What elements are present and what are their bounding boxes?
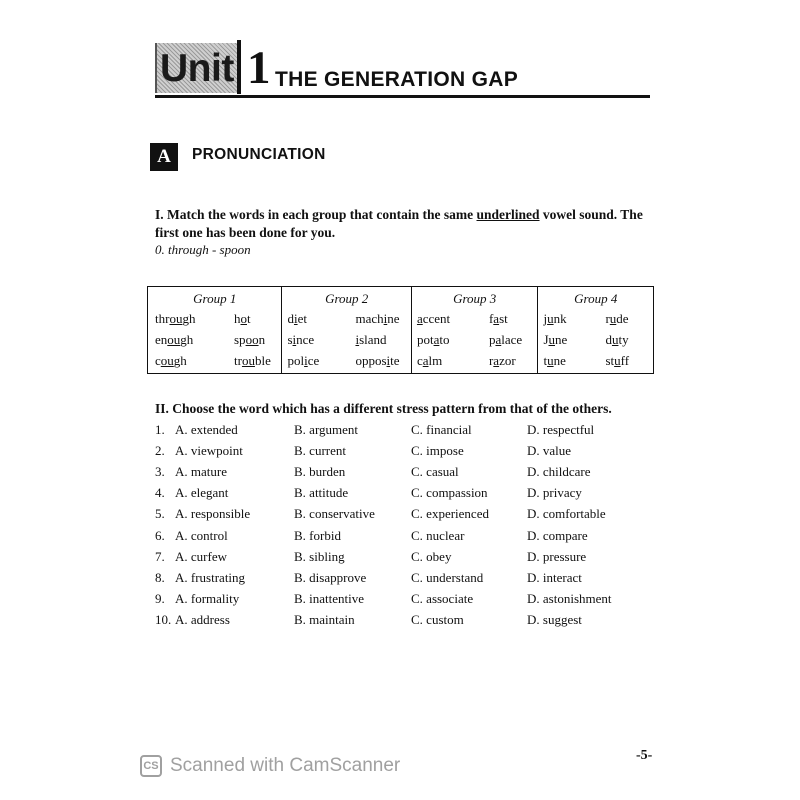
option-a: A. responsible bbox=[175, 506, 251, 522]
option-d: D. childcare bbox=[527, 464, 591, 480]
group-title: Group 4 bbox=[574, 291, 618, 306]
word-part: p bbox=[488, 332, 496, 347]
underlined-letters: u bbox=[548, 332, 556, 347]
group-word bbox=[543, 332, 567, 348]
word-part: gh bbox=[180, 332, 194, 347]
word-part: nce bbox=[296, 332, 315, 347]
group-word bbox=[234, 311, 251, 327]
word-part: t bbox=[247, 311, 251, 326]
group-word bbox=[287, 311, 307, 327]
instruction-underlined: underlined bbox=[476, 207, 540, 222]
word-part: J bbox=[543, 332, 549, 347]
option-c: C. impose bbox=[411, 443, 464, 459]
group-word bbox=[605, 332, 628, 348]
underlined-letters: a bbox=[433, 332, 440, 347]
underlined-letters: u bbox=[547, 353, 554, 368]
word-part: ble bbox=[254, 353, 271, 368]
unit-word: Unit bbox=[160, 47, 234, 90]
word-part: c bbox=[416, 353, 423, 368]
exercise1-instruction bbox=[155, 206, 655, 242]
underlined-letters: oo bbox=[245, 332, 259, 347]
group-word bbox=[287, 332, 314, 348]
option-c: C. experienced bbox=[411, 506, 489, 522]
word-part: pot bbox=[416, 332, 434, 347]
watermark-text: Scanned with CamScanner bbox=[170, 755, 401, 776]
option-b: B. maintain bbox=[294, 611, 355, 627]
group-column bbox=[281, 287, 410, 373]
group-column bbox=[148, 287, 281, 373]
option-b: B. inattentive bbox=[294, 590, 365, 606]
section-title: PRONUNCIATION bbox=[192, 146, 326, 163]
exercise2-instruction: II. Choose the word which has a different stress pattern from that of the others. bbox=[155, 401, 612, 416]
question-number: 8. bbox=[155, 569, 165, 585]
option-b: B. burden bbox=[294, 464, 346, 480]
option-b: B. disapprove bbox=[294, 569, 367, 585]
option-b: B. sibling bbox=[294, 548, 345, 564]
word-part: t bbox=[543, 353, 548, 368]
option-a: A. mature bbox=[175, 464, 227, 480]
group-word bbox=[234, 353, 271, 369]
word-part: s bbox=[287, 332, 293, 347]
word-part: r bbox=[605, 311, 610, 326]
option-c: C. casual bbox=[411, 464, 459, 480]
word-part: oppos bbox=[355, 353, 387, 368]
group-word bbox=[155, 311, 195, 327]
underlined-letters: i bbox=[355, 332, 360, 347]
group-word bbox=[605, 311, 628, 327]
unit-number: 1 bbox=[247, 42, 271, 94]
word-part: gh bbox=[182, 311, 196, 326]
word-part: tr bbox=[234, 353, 242, 368]
section-letter-badge: A bbox=[150, 143, 178, 171]
word-part: ne bbox=[555, 332, 568, 347]
word-part: ccent bbox=[422, 311, 451, 326]
group-title: Group 3 bbox=[453, 291, 497, 306]
word-part: te bbox=[390, 353, 400, 368]
option-d: D. astonishment bbox=[527, 590, 612, 606]
word-part: de bbox=[616, 311, 629, 326]
unit-rule bbox=[155, 95, 650, 98]
word-part: h bbox=[234, 311, 241, 326]
option-b: B. argument bbox=[294, 422, 359, 437]
page-number: -5- bbox=[636, 748, 653, 763]
option-c: C. understand bbox=[411, 569, 484, 585]
word-part: zor bbox=[499, 353, 516, 368]
group-word bbox=[155, 332, 193, 348]
group-word bbox=[287, 353, 319, 369]
word-part: mach bbox=[355, 311, 384, 326]
underlined-letters: u bbox=[611, 332, 619, 347]
group-word bbox=[489, 332, 522, 348]
option-a: A. extended bbox=[175, 422, 238, 437]
underlined-letters: i bbox=[383, 311, 388, 326]
exercise1-example: 0. through - spoon bbox=[155, 242, 251, 257]
option-c: C. custom bbox=[411, 611, 464, 627]
option-b: B. forbid bbox=[294, 527, 341, 543]
unit-header bbox=[155, 40, 650, 102]
option-b: B. attitude bbox=[294, 485, 349, 501]
question-number: 4. bbox=[155, 485, 165, 501]
word-part: sland bbox=[359, 332, 387, 347]
word-part: nk bbox=[553, 311, 567, 326]
unit-divider bbox=[237, 40, 241, 94]
word-part: ne bbox=[553, 353, 566, 368]
question-number: 5. bbox=[155, 506, 165, 522]
option-c: C. compassion bbox=[411, 485, 488, 501]
option-d: D. compare bbox=[527, 527, 588, 543]
underlined-letters: i bbox=[293, 311, 298, 326]
word-part: ne bbox=[387, 311, 400, 326]
group-word bbox=[417, 353, 442, 369]
option-c: C. financial bbox=[411, 422, 472, 437]
option-d: D. respectful bbox=[527, 422, 595, 437]
group-word bbox=[489, 311, 508, 327]
option-a: A. frustrating bbox=[175, 569, 246, 585]
question-number: 2. bbox=[155, 443, 165, 459]
option-d: D. comfortable bbox=[527, 506, 606, 522]
underlined-letters: u bbox=[609, 311, 617, 326]
option-a: A. formality bbox=[175, 590, 240, 606]
word-part: ty bbox=[618, 332, 629, 347]
group-word bbox=[355, 353, 399, 369]
option-a: A. curfew bbox=[175, 548, 227, 564]
underlined-letters: a bbox=[416, 311, 423, 326]
word-part: sp bbox=[234, 332, 246, 347]
underlined-letters: i bbox=[292, 332, 297, 347]
option-d: D. suggest bbox=[527, 611, 582, 627]
underlined-letters: ou bbox=[169, 311, 183, 326]
underlined-letters: a bbox=[493, 353, 500, 368]
question-number: 3. bbox=[155, 464, 165, 480]
word-part: j bbox=[543, 311, 548, 326]
group-word bbox=[155, 353, 187, 369]
option-d: D. value bbox=[527, 443, 572, 459]
group-word bbox=[543, 353, 565, 369]
word-part: st bbox=[605, 353, 615, 368]
underlined-letters: u bbox=[614, 353, 621, 368]
option-d: D. interact bbox=[527, 569, 582, 585]
option-b: B. conservative bbox=[294, 506, 375, 522]
camscanner-logo-icon: CS bbox=[140, 755, 162, 777]
word-part: thr bbox=[155, 311, 170, 326]
unit-label-box bbox=[155, 43, 237, 93]
word-part: to bbox=[439, 332, 450, 347]
group-word bbox=[234, 332, 265, 348]
group-word bbox=[355, 311, 399, 327]
camscanner-watermark bbox=[140, 755, 400, 777]
underlined-letters: a bbox=[495, 332, 502, 347]
option-a: A. viewpoint bbox=[175, 443, 243, 459]
group-column bbox=[411, 287, 538, 373]
group-word bbox=[543, 311, 566, 327]
instruction-text: vowel sound. The first one has been done for you. bbox=[155, 207, 643, 240]
group-column bbox=[537, 287, 653, 373]
group-title: Group 1 bbox=[193, 291, 237, 306]
group-title: Group 2 bbox=[325, 291, 369, 306]
word-part: ce bbox=[307, 353, 320, 368]
underlined-letters: ou bbox=[167, 332, 181, 347]
option-a: A. address bbox=[175, 611, 230, 627]
question-number: 7. bbox=[155, 548, 165, 564]
word-part: gh bbox=[173, 353, 187, 368]
instruction-text: I. Match the words in each group that contain the same bbox=[155, 207, 477, 222]
underlined-letters: u bbox=[547, 311, 554, 326]
question-number: 9. bbox=[155, 590, 165, 606]
option-b: B. current bbox=[294, 443, 346, 459]
option-c: C. nuclear bbox=[411, 527, 465, 543]
word-part: pol bbox=[287, 353, 305, 368]
unit-title: THE GENERATION GAP bbox=[275, 68, 519, 91]
word-part: et bbox=[297, 311, 307, 326]
word-part: lm bbox=[428, 353, 443, 368]
word-part: r bbox=[488, 353, 494, 368]
underlined-letters: ou bbox=[160, 353, 174, 368]
word-part: st bbox=[499, 311, 508, 326]
word-part: d bbox=[287, 311, 294, 326]
option-c: C. associate bbox=[411, 590, 474, 606]
word-part: lace bbox=[501, 332, 523, 347]
underlined-letters: a bbox=[493, 311, 500, 326]
option-d: D. pressure bbox=[527, 548, 587, 564]
question-number: 6. bbox=[155, 527, 165, 543]
word-part: n bbox=[258, 332, 266, 347]
group-word bbox=[417, 332, 450, 348]
group-word bbox=[489, 353, 516, 369]
question-number: 1. bbox=[155, 422, 165, 437]
group-word bbox=[417, 311, 450, 327]
word-part: ff bbox=[620, 353, 630, 368]
word-part: f bbox=[488, 311, 494, 326]
underlined-letters: o bbox=[240, 311, 247, 326]
underlined-letters: a bbox=[422, 353, 429, 368]
word-part: c bbox=[155, 353, 161, 368]
group-word bbox=[605, 353, 629, 369]
word-groups-table bbox=[147, 286, 654, 374]
group-word bbox=[355, 332, 386, 348]
option-a: A. control bbox=[175, 527, 228, 543]
word-part: d bbox=[605, 332, 612, 347]
option-d: D. privacy bbox=[527, 485, 582, 501]
word-part: en bbox=[155, 332, 168, 347]
option-c: C. obey bbox=[411, 548, 452, 564]
option-a: A. elegant bbox=[175, 485, 229, 501]
underlined-letters: i bbox=[304, 353, 308, 368]
underlined-letters: i bbox=[386, 353, 391, 368]
question-number: 10. bbox=[155, 611, 172, 627]
underlined-letters: ou bbox=[241, 353, 255, 368]
